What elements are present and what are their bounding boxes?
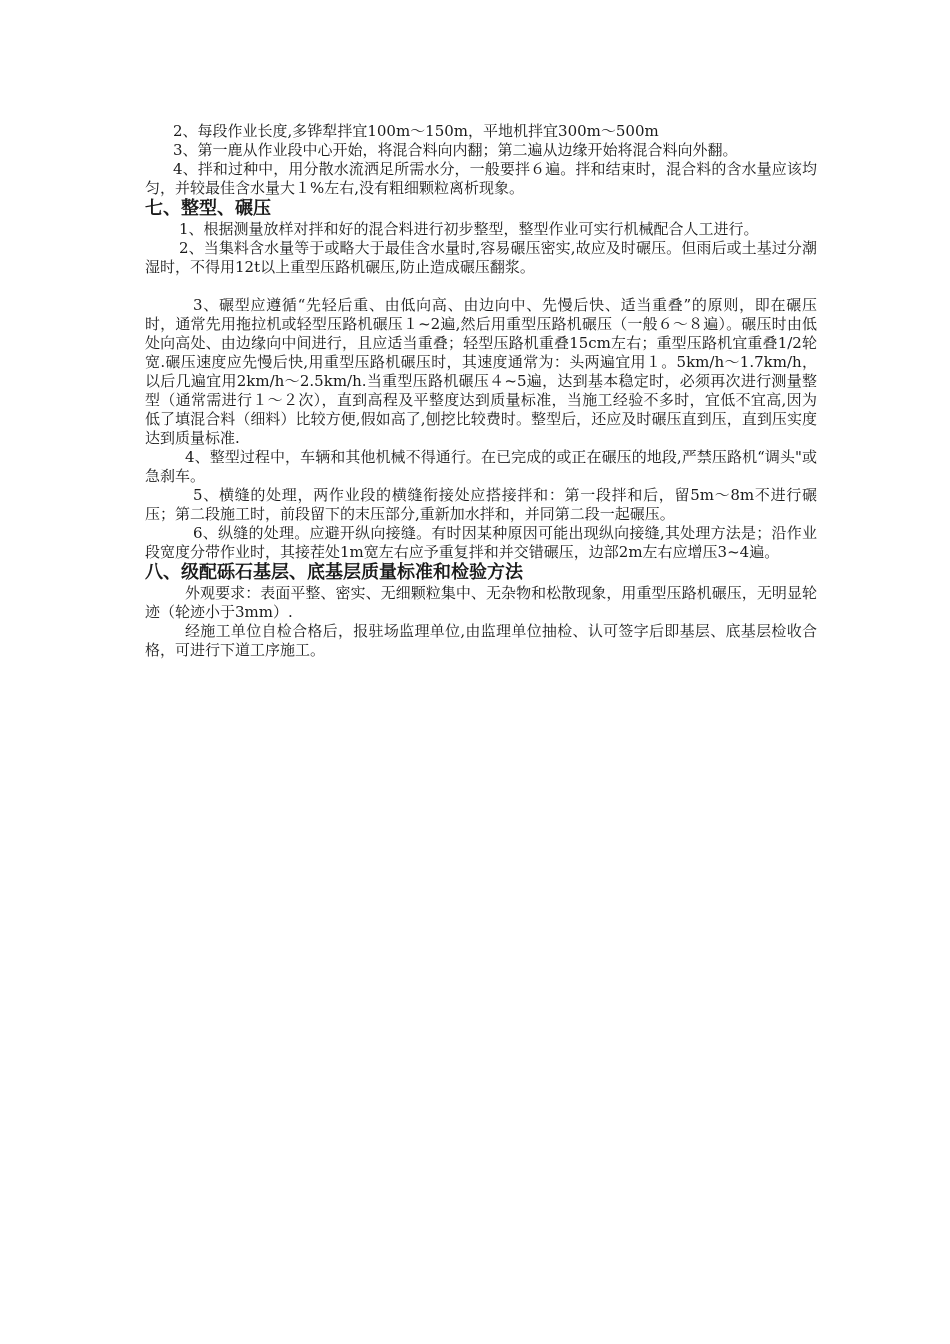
section7-paragraph-3: 3、碾型应遵循“先轻后重、由低向高、由边向中、先慢后快、适当重叠”的原则，即在碾压时，通常先用拖拉机或轻型压路机碾压１~2遍,然后用重型压路机碾压（一般６～８遍）。碾压时由低处向高处、由边缘向中间进行，且应适当重叠；轻型压路机重叠15cm左右；重型压路机宜重叠1/2轮宽.碾压速度应先慢后快,用重型压路机碾压时，其速度通常为：头两遍宜用１。5km/h～1.7km/h，以后几遍宜用2km/h～2.5km/h.当重型压路机碾压４~5遍，达到基本稳定时，必须再次进行测量整型（通常需进行１～２次），直到高程及平整度达到质量标准，当施工经验不多时，宜低不宜高,因为低了填混合料（细料）比较方便,假如高了,刨挖比较费时。整型后，还应及时碾压直到压，直到压实度达到质量标准. <box>145 296 817 447</box>
section-heading-7: 七、整型、碾压 <box>145 198 271 219</box>
paragraph-item-3: 3、第一鹿从作业段中心开始，将混合料向内翻；第二遍从边缘开始将混合料向外翻。 <box>173 141 738 159</box>
document-body <box>145 122 817 660</box>
paragraph-item-2: 2、每段作业长度,多铧犁拌宜100m～150m，平地机拌宜300m～500m <box>173 122 659 140</box>
section8-paragraph-1: 外观要求：表面平整、密实、无细颗粒集中、无杂物和松散现象，用重型压路机碾压，无明显轮迹（轮迹小于3mm）. <box>145 584 817 621</box>
section7-paragraph-6: 6、纵缝的处理。应避开纵向接缝。有时因某种原因可能出现纵向接缝,其处理方法是；沿作业段宽度分带作业时，其接茬处1m宽左右应予重复拌和并交错碾压，边部2m左右应增压3~4遍。 <box>145 524 817 561</box>
section-heading-8: 八、级配砾石基层、底基层质量标准和检验方法 <box>145 562 523 583</box>
section7-paragraph-2: 2、当集料含水量等于或略大于最佳含水量时,容易碾压密实,故应及时碾压。但雨后或土基过分潮湿时，不得用12t以上重型压路机碾压,防止造成碾压翻浆。 <box>145 239 817 276</box>
paragraph-item-4: 4、拌和过种中，用分散水流洒足所需水分，一般要拌６遍。拌和结束时，混合料的含水量应该均匀，并较最佳含水量大１%左右,没有粗细颗粒离析现象。 <box>145 160 817 197</box>
section7-paragraph-1: 1、根据测量放样对拌和好的混合料进行初步整型，整型作业可实行机械配合人工进行。 <box>179 220 759 238</box>
section7-paragraph-5: 5、横缝的处理，两作业段的横缝衔接处应搭接拌和：第一段拌和后，留5m～8m不进行碾压；第二段施工时，前段留下的末压部分,重新加水拌和，并同第二段一起碾压。 <box>145 486 817 523</box>
section7-paragraph-4: 4、整型过程中，车辆和其他机械不得通行。在已完成的或正在碾压的地段,严禁压路机“调头"或急刹车。 <box>145 448 817 485</box>
section8-paragraph-2: 经施工单位自检合格后，报驻场监理单位,由监理单位抽检、认可签字后即基层、底基层检收合格，可进行下道工序施工。 <box>145 622 817 659</box>
